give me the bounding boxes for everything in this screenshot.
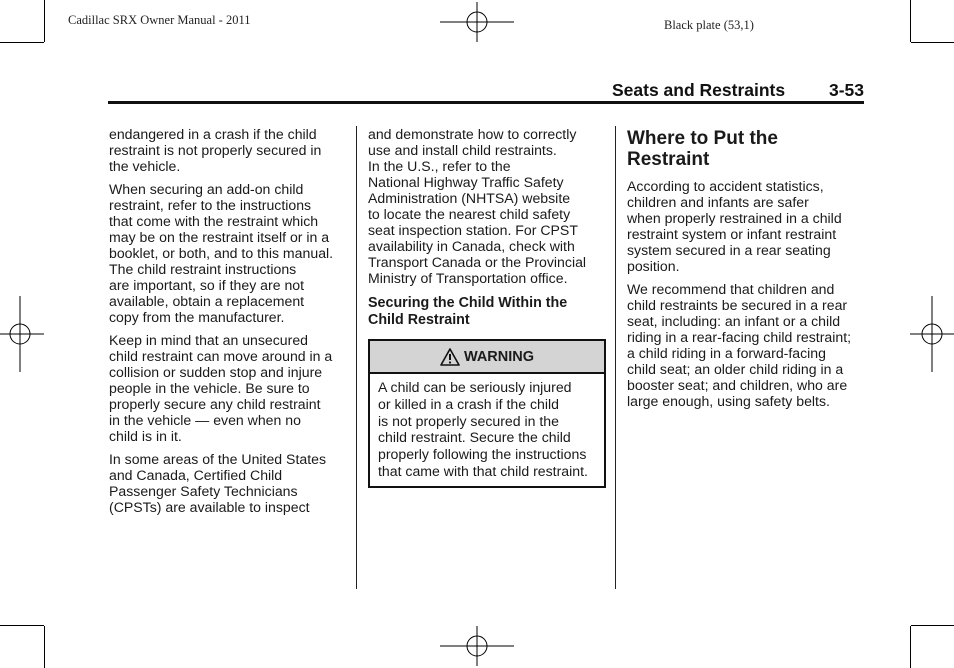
subheading-line: Child Restraint xyxy=(368,312,470,328)
column-divider xyxy=(615,126,616,589)
subheading xyxy=(368,295,606,329)
paragraph xyxy=(109,451,349,515)
registration-mark-bottom xyxy=(440,626,514,666)
text-line: (CPSTs) are available to inspect xyxy=(109,499,310,515)
running-header xyxy=(612,80,864,101)
text-line: copy from the manufacturer. xyxy=(109,309,285,325)
paragraph xyxy=(627,178,867,274)
text-line: Administration (NHTSA) website xyxy=(368,190,571,206)
registration-mark-right xyxy=(910,296,954,372)
text-line: restraint is not properly secured in xyxy=(109,142,322,158)
text-line: restraint system or infant restraint xyxy=(627,226,837,242)
text-line: A child can be seriously injured xyxy=(378,379,572,395)
subheading-line: Securing the Child Within the xyxy=(368,295,568,311)
text-line: child restraint. Secure the child xyxy=(378,429,571,446)
text-line: and demonstrate how to correctly xyxy=(368,126,577,142)
warning-text xyxy=(370,374,604,486)
paragraph xyxy=(627,281,867,409)
text-line: children and infants are safer xyxy=(627,194,809,210)
heading-line: Restraint xyxy=(627,149,710,170)
warning-triangle-icon xyxy=(440,348,460,366)
text-line: a child riding in a forward-facing xyxy=(627,345,826,361)
text-line: is not properly secured in the xyxy=(378,412,559,429)
text-line: restraint, refer to the instructions xyxy=(109,197,312,213)
text-line: booklet, or both, and to this manual. xyxy=(109,245,334,261)
text-line: that come with the restraint which xyxy=(109,213,319,229)
text-line: Keep in mind that an unsecured xyxy=(109,332,309,348)
header-rule xyxy=(108,101,864,104)
page-number: 3-53 xyxy=(828,80,864,100)
text-line: may be on the restraint itself or in a xyxy=(109,229,330,245)
text-line: available, obtain a replacement xyxy=(109,293,305,309)
text-line: properly secure any child restraint xyxy=(109,396,321,412)
text-line: and Canada, Certified Child xyxy=(109,467,283,483)
text-line: In the U.S., refer to the xyxy=(368,158,511,174)
text-line: When securing an add-on child xyxy=(109,181,304,197)
text-line: National Highway Traffic Safety xyxy=(368,174,564,190)
text-line: large enough, using safety belts. xyxy=(627,393,830,409)
text-line: child restraint can move around in a xyxy=(109,348,333,364)
text-line: Transport Canada or the Provincial xyxy=(368,254,587,270)
text-line: system secured in a rear seating xyxy=(627,242,831,258)
text-line: use and install child restraints. xyxy=(368,142,557,158)
column-2 xyxy=(368,126,606,488)
text-line: seat, including: an infant or a child xyxy=(627,313,841,329)
text-line: availability in Canada, check with xyxy=(368,238,575,254)
warning-label: WARNING xyxy=(463,348,535,365)
column-divider xyxy=(356,126,357,589)
text-line: child is in it. xyxy=(109,428,182,444)
text-line: The child restraint instructions xyxy=(109,261,297,277)
text-line: in the vehicle — even when no xyxy=(109,412,301,428)
text-line: Passenger Safety Technicians xyxy=(109,483,298,499)
text-line: child restraints be secured in a rear xyxy=(627,297,848,313)
text-line: seat inspection station. For CPST xyxy=(368,222,578,238)
text-line: In some areas of the United States xyxy=(109,451,327,467)
text-line: booster seat; and children, who are xyxy=(627,377,848,393)
text-line: properly following the instructions xyxy=(378,446,587,463)
text-line: position. xyxy=(627,258,680,274)
text-line: child seat; an older child riding in a xyxy=(627,361,844,377)
section-name: Seats and Restraints xyxy=(612,80,786,100)
plate-label: Black plate (53,1) xyxy=(664,18,754,32)
text-line: We recommend that children and xyxy=(627,281,835,297)
text-line: people in the vehicle. Be sure to xyxy=(109,380,310,396)
column-1 xyxy=(109,126,349,522)
warning-box xyxy=(368,339,606,488)
registration-mark-top xyxy=(440,2,514,42)
text-line: According to accident statistics, xyxy=(627,178,824,194)
column-3 xyxy=(627,126,867,416)
paragraph xyxy=(109,181,349,325)
text-line: or killed in a crash if the child xyxy=(378,395,559,412)
text-line: riding in a rear-facing child restraint; xyxy=(627,329,852,345)
paragraph xyxy=(109,126,349,174)
text-line: to locate the nearest child safety xyxy=(368,206,571,222)
text-line: that came with that child restraint. xyxy=(378,462,588,479)
text-line: are important, so if they are not xyxy=(109,277,305,293)
registration-mark-left xyxy=(0,296,44,372)
text-line: when properly restrained in a child xyxy=(627,210,842,226)
manual-title: Cadillac SRX Owner Manual - 2011 xyxy=(68,13,251,27)
paragraph xyxy=(368,126,606,286)
heading-line: Where to Put the xyxy=(627,128,778,149)
warning-header xyxy=(370,341,604,374)
text-line: collision or sudden stop and injure xyxy=(109,364,323,380)
paragraph xyxy=(109,332,349,444)
text-line: Ministry of Transportation office. xyxy=(368,270,568,286)
section-heading xyxy=(627,128,867,170)
text-line: the vehicle. xyxy=(109,158,181,174)
text-line: endangered in a crash if the child xyxy=(109,126,317,142)
